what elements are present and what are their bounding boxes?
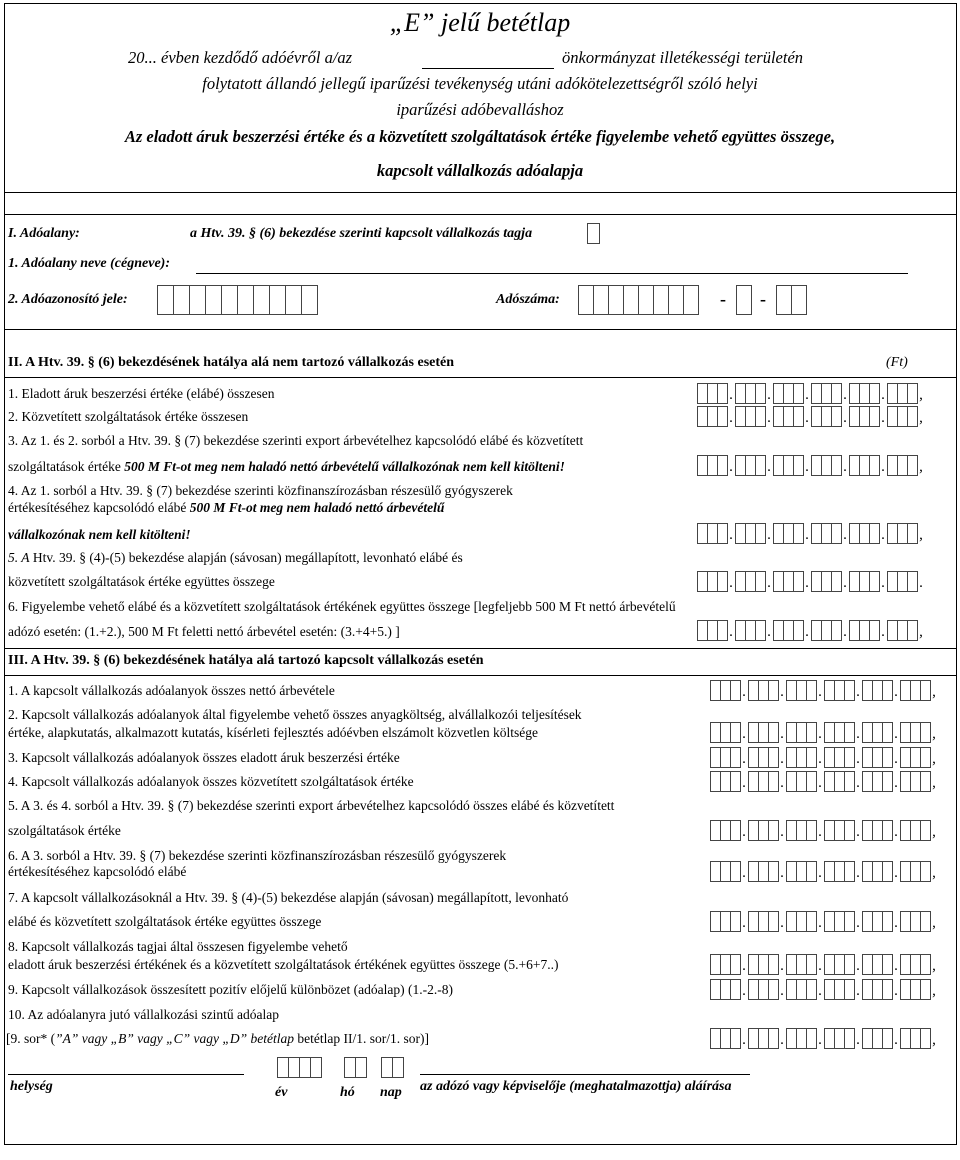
s2-row6-label-b: adózó esetén: (1.+2.), 500 M Ft feletti nettó árbevétel esetén: (3.+4+5.) ] bbox=[8, 624, 400, 639]
group-separator: . bbox=[742, 915, 746, 931]
group-separator: . bbox=[818, 684, 822, 700]
decimal-separator: , bbox=[919, 624, 923, 640]
group-separator: . bbox=[805, 575, 809, 591]
amount-boxes[interactable] bbox=[710, 979, 938, 1001]
tax-dash-1: - bbox=[720, 289, 726, 309]
group-separator: . bbox=[729, 527, 733, 543]
decimal-separator: , bbox=[919, 459, 923, 475]
s3-row4-label: 4. Kapcsolt vállalkozás adóalanyok összes közvetített szolgáltatások értéke bbox=[8, 774, 414, 789]
header-line2: folytatott állandó jellegű iparűzési tevékenység utáni adókötelezettségről szóló helyi bbox=[202, 74, 758, 93]
group-separator: . bbox=[818, 751, 822, 767]
group-separator: . bbox=[767, 575, 771, 591]
group-separator: . bbox=[894, 983, 898, 999]
s2-row2-label: 2. Közvetített szolgáltatások értéke összesen bbox=[8, 409, 249, 424]
group-separator: . bbox=[780, 958, 784, 974]
group-separator: . bbox=[780, 775, 784, 791]
decimal-separator: , bbox=[932, 824, 936, 840]
group-separator: . bbox=[780, 824, 784, 840]
tax-dash-2: - bbox=[760, 289, 766, 309]
group-separator: . bbox=[805, 624, 809, 640]
amount-boxes[interactable] bbox=[710, 1028, 938, 1050]
group-separator: . bbox=[818, 983, 822, 999]
group-separator: . bbox=[856, 915, 860, 931]
header-line4: Az eladott áruk beszerzési értéke és a közvetített szolgáltatások értéke figyelembe vehető együttes összege, bbox=[124, 127, 836, 146]
group-separator: . bbox=[805, 410, 809, 426]
group-separator: . bbox=[856, 865, 860, 881]
form-title: „E” jelű betétlap bbox=[389, 8, 571, 37]
group-separator: . bbox=[805, 527, 809, 543]
group-separator: . bbox=[818, 1032, 822, 1048]
s2-row4-label-c: vállalkozónak nem kell kitölteni! bbox=[8, 527, 191, 542]
decimal-separator: , bbox=[932, 751, 936, 767]
decimal-separator: , bbox=[932, 775, 936, 791]
divider bbox=[4, 648, 957, 649]
decimal-separator: , bbox=[932, 684, 936, 700]
amount-boxes[interactable] bbox=[710, 820, 938, 842]
group-separator: . bbox=[729, 624, 733, 640]
tax-county-boxes[interactable] bbox=[776, 285, 806, 307]
s2-row1-label: 1. Eladott áruk beszerzési értéke (elábé) összesen bbox=[8, 386, 275, 401]
divider bbox=[4, 192, 957, 193]
signature-field[interactable] bbox=[420, 1074, 750, 1075]
s3-row10-label-a: 10. Az adóalanyra jutó vállalkozási szintű adóalap bbox=[8, 1007, 280, 1022]
day-boxes[interactable] bbox=[381, 1057, 403, 1079]
s2-row4-label-b: értékesítéséhez kapcsolódó elábé 500 M Ft-ot meg nem haladó nettó árbevételű bbox=[8, 500, 445, 515]
s3-row5-label-b: szolgáltatások értéke bbox=[8, 823, 121, 838]
group-separator: . bbox=[894, 865, 898, 881]
group-separator: . bbox=[742, 1032, 746, 1048]
divider bbox=[4, 675, 957, 676]
group-separator: . bbox=[894, 726, 898, 742]
place-field[interactable] bbox=[8, 1074, 244, 1075]
group-separator: . bbox=[805, 387, 809, 403]
header-line1-a: 20... évben kezdődő adóévről a/az bbox=[128, 48, 353, 67]
amount-boxes[interactable] bbox=[697, 571, 925, 593]
group-separator: . bbox=[881, 387, 885, 403]
group-separator: . bbox=[856, 958, 860, 974]
group-separator: . bbox=[856, 983, 860, 999]
s3-row10-label-b: [9. sor* (”A” vagy „B” vagy „C” vagy „D” betétlap betétlap II/1. sor/1. sor)] bbox=[6, 1031, 429, 1046]
decimal-separator: , bbox=[932, 865, 936, 881]
tax-number-label: Adószáma: bbox=[496, 292, 560, 307]
group-separator: . bbox=[780, 865, 784, 881]
s3-row7-label-b: elábé és közvetített szolgáltatások értéke együttes összege bbox=[8, 914, 322, 929]
decimal-separator: , bbox=[919, 527, 923, 543]
header-line3: iparűzési adóbevalláshoz bbox=[396, 100, 564, 119]
group-separator: . bbox=[818, 824, 822, 840]
amount-boxes[interactable] bbox=[697, 620, 925, 642]
section3-title: III. A Htv. 39. § (6) bekezdésének hatálya alá tartozó kapcsolt vállalkozás esetén bbox=[8, 653, 484, 668]
s3-row9-label: 9. Kapcsolt vállalkozások összesített pozitív előjelű különbözet (adóalap) (1.-2.-8) bbox=[8, 982, 453, 997]
group-separator: . bbox=[894, 775, 898, 791]
decimal-separator: , bbox=[932, 958, 936, 974]
s2-row3-label-b: szolgáltatások értéke 500 M Ft-ot meg nem haladó nettó árbevételű vállalkozónak nem kell kitölteni! bbox=[8, 459, 565, 474]
tax-number-boxes[interactable] bbox=[578, 285, 698, 307]
signature-label: az adózó vagy képviselője (meghatalmazottja) aláírása bbox=[420, 1079, 732, 1094]
place-label: helység bbox=[10, 1079, 53, 1094]
name-field[interactable] bbox=[196, 273, 908, 274]
group-separator: . bbox=[818, 726, 822, 742]
decimal-separator: . bbox=[919, 575, 923, 591]
amount-boxes[interactable] bbox=[697, 406, 925, 428]
group-separator: . bbox=[742, 958, 746, 974]
group-separator: . bbox=[780, 915, 784, 931]
group-separator: . bbox=[843, 624, 847, 640]
group-separator: . bbox=[843, 410, 847, 426]
month-boxes[interactable] bbox=[344, 1057, 366, 1079]
section1-label: I. Adóalany: bbox=[8, 226, 80, 241]
group-separator: . bbox=[843, 459, 847, 475]
group-separator: . bbox=[780, 726, 784, 742]
group-separator: . bbox=[843, 575, 847, 591]
group-separator: . bbox=[729, 575, 733, 591]
group-separator: . bbox=[767, 387, 771, 403]
header-line1-b: önkormányzat illetékességi területén bbox=[562, 48, 804, 67]
amount-boxes[interactable] bbox=[710, 747, 938, 769]
decimal-separator: , bbox=[932, 983, 936, 999]
s3-row7-label-a: 7. A kapcsolt vállalkozásoknál a Htv. 39. § (4)-(5) bekezdése alapján (sávosan) megállapított, levonható bbox=[8, 890, 569, 905]
group-separator: . bbox=[894, 915, 898, 931]
group-separator: . bbox=[894, 958, 898, 974]
divider bbox=[4, 377, 957, 378]
id-label: 2. Adóazonosító jele: bbox=[8, 292, 128, 307]
decimal-separator: , bbox=[919, 410, 923, 426]
group-separator: . bbox=[881, 459, 885, 475]
group-separator: . bbox=[894, 824, 898, 840]
group-separator: . bbox=[881, 527, 885, 543]
group-separator: . bbox=[780, 983, 784, 999]
s3-row8-label-b: eladott áruk beszerzési értékének és a közvetített szolgáltatások értékének együttes összege (5.+6+7..) bbox=[8, 957, 559, 972]
day-label: nap bbox=[380, 1085, 402, 1100]
month-label: hó bbox=[340, 1085, 355, 1100]
group-separator: . bbox=[881, 575, 885, 591]
amount-boxes[interactable] bbox=[697, 523, 925, 545]
unit-label: (Ft) bbox=[886, 355, 908, 370]
group-separator: . bbox=[856, 775, 860, 791]
group-separator: . bbox=[894, 1032, 898, 1048]
s3-row8-label-a: 8. Kapcsolt vállalkozás tagjai által összesen figyelembe vehető bbox=[8, 939, 348, 954]
section2-title: II. A Htv. 39. § (6) bekezdésének hatálya alá nem tartozó vállalkozás esetén bbox=[8, 355, 455, 370]
decimal-separator: , bbox=[932, 726, 936, 742]
amount-boxes[interactable] bbox=[710, 911, 938, 933]
s3-row2-label-a: 2. Kapcsolt vállalkozás adóalanyok által figyelembe vehető összes anyagköltség, alvállalkozói teljesítések bbox=[8, 707, 582, 722]
s2-row3-label-a: 3. Az 1. és 2. sorból a Htv. 39. § (7) bekezdése szerinti export árbevételhez kapcsolódó elábé és közvetített bbox=[8, 433, 584, 448]
s3-row6-label-a: 6. A 3. sorból a Htv. 39. § (7) bekezdése szerinti közfinanszírozásban részesülő gyógyszerek bbox=[8, 848, 507, 863]
group-separator: . bbox=[767, 459, 771, 475]
group-separator: . bbox=[767, 527, 771, 543]
member-text: a Htv. 39. § (6) bekezdése szerinti kapcsolt vállalkozás tagja bbox=[190, 226, 533, 241]
year-label: év bbox=[275, 1085, 288, 1100]
group-separator: . bbox=[881, 410, 885, 426]
group-separator: . bbox=[818, 775, 822, 791]
amount-boxes[interactable] bbox=[697, 455, 925, 477]
group-separator: . bbox=[818, 865, 822, 881]
s2-row6-label-a: 6. Figyelembe vehető elábé és a közvetített szolgáltatások értékének együttes összege [legfeljebb 500 M Ft nettó árbevételű bbox=[8, 599, 676, 614]
amount-boxes[interactable] bbox=[710, 954, 938, 976]
group-separator: . bbox=[856, 1032, 860, 1048]
s2-row5-label-a: 5. A Htv. 39. § (4)-(5) bekezdése alapján (sávosan) megállapított, levonható elábé és bbox=[8, 550, 463, 565]
header-line5: kapcsolt vállalkozás adóalapja bbox=[376, 161, 584, 180]
amount-boxes[interactable] bbox=[710, 861, 938, 883]
s2-row5-label-b: közvetített szolgáltatások értéke együttes összege bbox=[8, 574, 275, 589]
group-separator: . bbox=[894, 684, 898, 700]
s2-row4-label-a: 4. Az 1. sorból a Htv. 39. § (7) bekezdése szerinti közfinanszírozásban részesülő gyógyszerek bbox=[8, 483, 513, 498]
group-separator: . bbox=[742, 824, 746, 840]
s3-row1-label: 1. A kapcsolt vállalkozás adóalanyok összes nettó árbevétele bbox=[8, 683, 335, 698]
group-separator: . bbox=[818, 915, 822, 931]
amount-boxes[interactable] bbox=[697, 383, 925, 405]
group-separator: . bbox=[742, 775, 746, 791]
group-separator: . bbox=[767, 410, 771, 426]
group-separator: . bbox=[843, 387, 847, 403]
s3-row5-label-a: 5. A 3. és 4. sorból a Htv. 39. § (7) bekezdése szerinti export árbevételhez kapcsolódó összes elábé és közvetített bbox=[8, 798, 615, 813]
group-separator: . bbox=[742, 684, 746, 700]
group-separator: . bbox=[805, 459, 809, 475]
group-separator: . bbox=[780, 684, 784, 700]
group-separator: . bbox=[742, 983, 746, 999]
divider bbox=[4, 214, 957, 215]
group-separator: . bbox=[742, 865, 746, 881]
amount-boxes[interactable] bbox=[710, 680, 938, 702]
decimal-separator: , bbox=[932, 1032, 936, 1048]
divider bbox=[4, 329, 957, 330]
group-separator: . bbox=[780, 1032, 784, 1048]
tax-vat-box[interactable] bbox=[736, 285, 751, 307]
name-label: 1. Adóalany neve (cégneve): bbox=[8, 256, 170, 271]
group-separator: . bbox=[780, 751, 784, 767]
year-boxes[interactable] bbox=[277, 1057, 321, 1079]
municipality-field[interactable] bbox=[422, 68, 554, 69]
group-separator: . bbox=[856, 824, 860, 840]
amount-boxes[interactable] bbox=[710, 771, 938, 793]
s3-row3-label: 3. Kapcsolt vállalkozás adóalanyok összes eladott áruk beszerzési értéke bbox=[8, 750, 400, 765]
s3-row2-label-b: értéke, alapkutatás, alkalmazott kutatás, kísérleti fejlesztés adóévben elszámolt közvetlen költsége bbox=[8, 725, 539, 740]
decimal-separator: , bbox=[919, 387, 923, 403]
group-separator: . bbox=[742, 751, 746, 767]
group-separator: . bbox=[856, 684, 860, 700]
amount-boxes[interactable] bbox=[710, 722, 938, 744]
group-separator: . bbox=[742, 726, 746, 742]
group-separator: . bbox=[818, 958, 822, 974]
group-separator: . bbox=[856, 726, 860, 742]
s3-row6-label-b: értékesítéséhez kapcsolódó elábé bbox=[8, 864, 187, 879]
tax-id-boxes[interactable] bbox=[157, 285, 317, 307]
group-separator: . bbox=[881, 624, 885, 640]
group-separator: . bbox=[894, 751, 898, 767]
group-separator: . bbox=[729, 410, 733, 426]
group-separator: . bbox=[856, 751, 860, 767]
decimal-separator: , bbox=[932, 915, 936, 931]
member-checkbox[interactable] bbox=[587, 223, 599, 245]
group-separator: . bbox=[767, 624, 771, 640]
group-separator: . bbox=[729, 387, 733, 403]
group-separator: . bbox=[729, 459, 733, 475]
group-separator: . bbox=[843, 527, 847, 543]
